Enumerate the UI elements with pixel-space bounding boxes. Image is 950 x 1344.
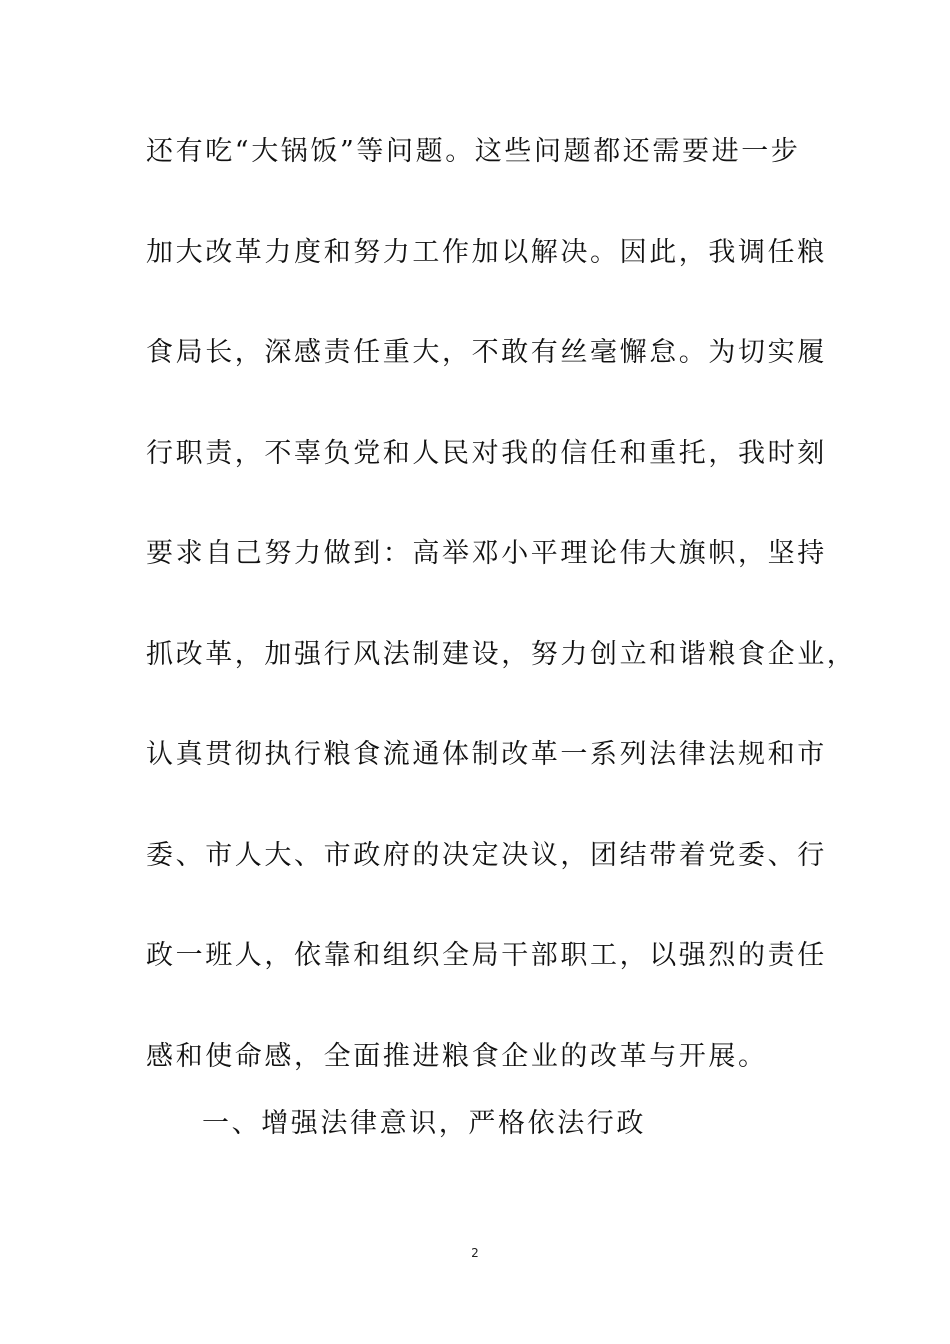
text-line: 委、市人大、市政府的决定决议，团结带着党委、行 <box>146 839 827 871</box>
text-line: 要求自己努力做到：高举邓小平理论伟大旗帜，坚持 <box>146 538 827 569</box>
text-line: 政一班人，依靠和组织全局干部职工，以强烈的责任 <box>146 940 827 971</box>
text-line: 感和使命感，全面推进粮食企业的改革与开展。 <box>146 1040 768 1072</box>
page-number: 2 <box>471 1246 479 1260</box>
text-line: 认真贯彻执行粮食流通体制改革一系列法律法规和市 <box>146 739 827 770</box>
text-line: 加大改革力度和努力工作加以解决。因此，我调任粮 <box>146 236 827 268</box>
section-heading: 一、增强法律意识，严格依法行政 <box>202 1108 646 1139</box>
text-line: 行职责，不辜负党和人民对我的信任和重托，我时刻 <box>146 437 827 469</box>
text-line: 还有吃“大锅饭”等问题。这些问题都还需要进一步 <box>146 136 801 167</box>
text-line: 食局长，深感责任重大，不敢有丝毫懈怠。为切实履 <box>146 337 827 368</box>
text-line: 抓改革，加强行风法制建设，努力创立和谐粮食企业， <box>146 638 857 670</box>
body-paragraph <box>146 122 857 1127</box>
